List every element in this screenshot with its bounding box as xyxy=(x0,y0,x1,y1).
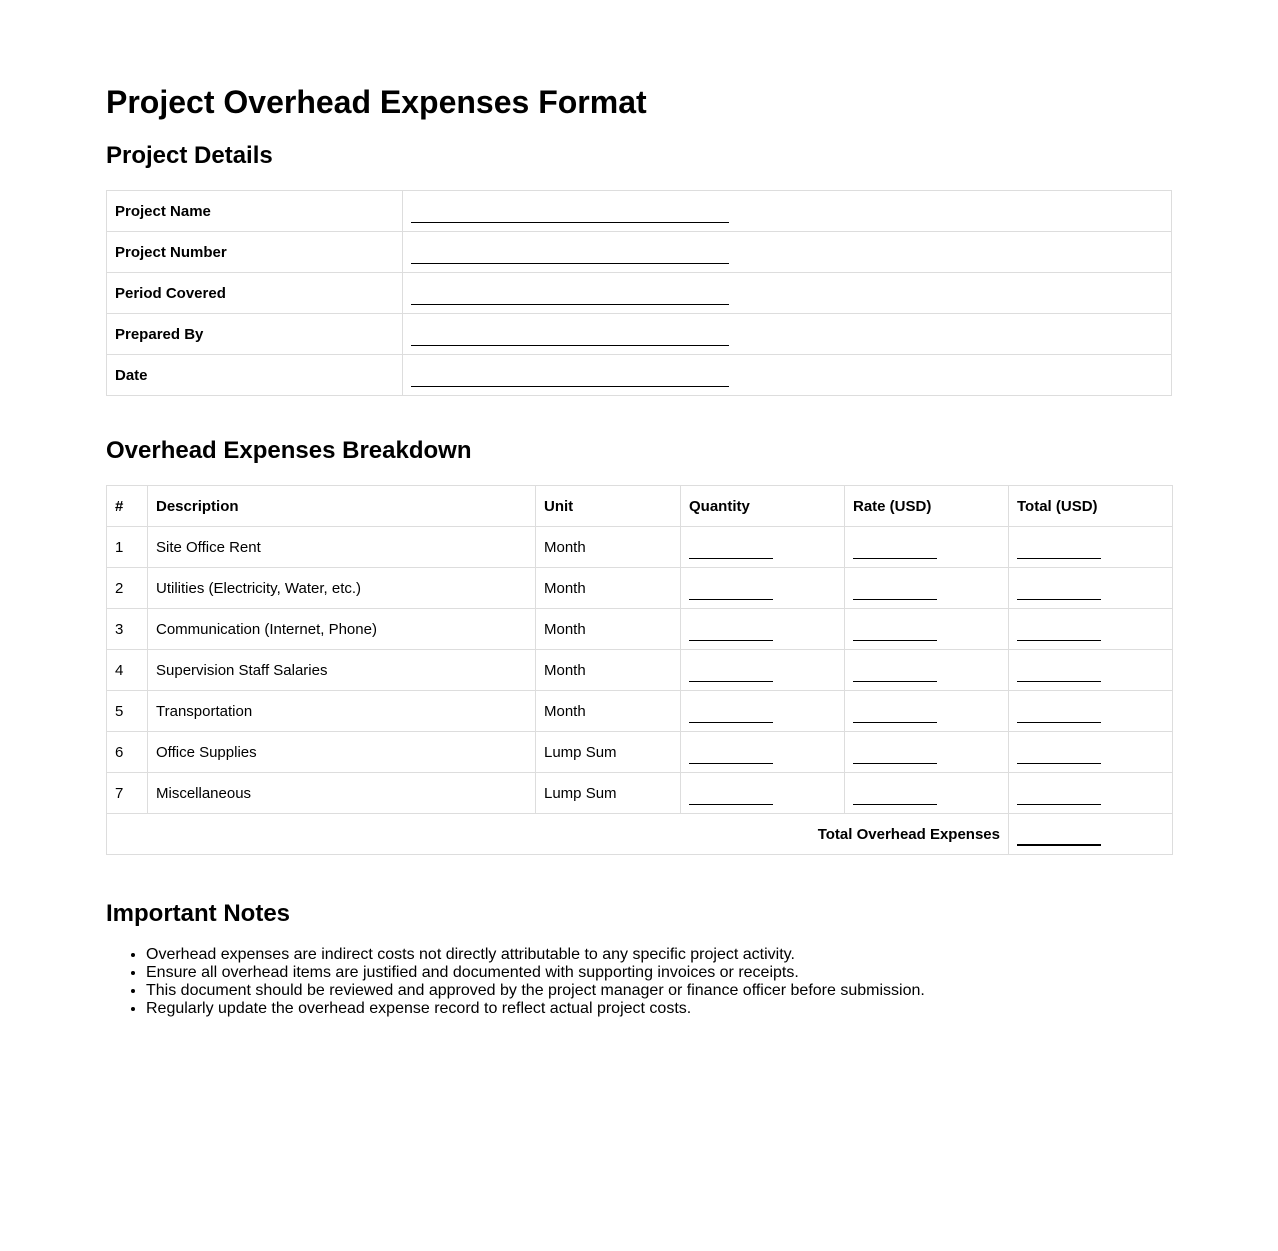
column-header-description: Description xyxy=(148,486,536,527)
row-description: Site Office Rent xyxy=(148,527,536,568)
quantity-field[interactable] xyxy=(681,568,845,609)
field-label: Period Covered xyxy=(107,273,403,314)
column-header-rate: Rate (USD) xyxy=(845,486,1009,527)
row-description: Supervision Staff Salaries xyxy=(148,650,536,691)
project-details-table xyxy=(106,190,1172,396)
field-label: Prepared By xyxy=(107,314,403,355)
blank-line xyxy=(411,329,729,346)
important-notes-heading: Important Notes xyxy=(106,900,291,927)
project-details-heading: Project Details xyxy=(106,142,273,169)
list-item: • This document should be reviewed and approved by the project manager or finance officer before submission. xyxy=(146,982,1172,1000)
table-row xyxy=(107,568,1173,609)
period-covered-field[interactable] xyxy=(403,273,1172,314)
quantity-field[interactable] xyxy=(681,773,845,814)
row-unit: Month xyxy=(536,568,681,609)
blank-line xyxy=(853,747,937,764)
total-field[interactable] xyxy=(1009,527,1173,568)
blank-line xyxy=(1017,624,1101,641)
table-row xyxy=(107,527,1173,568)
table-row xyxy=(107,732,1173,773)
project-number-field[interactable] xyxy=(403,232,1172,273)
table-row xyxy=(107,773,1173,814)
row-description: Office Supplies xyxy=(148,732,536,773)
row-number: 7 xyxy=(107,773,148,814)
row-unit: Month xyxy=(536,527,681,568)
blank-line xyxy=(689,747,773,764)
table-row xyxy=(107,650,1173,691)
row-number: 5 xyxy=(107,691,148,732)
column-header-quantity: Quantity xyxy=(681,486,845,527)
column-header-number: # xyxy=(107,486,148,527)
row-description: Utilities (Electricity, Water, etc.) xyxy=(148,568,536,609)
prepared-by-field[interactable] xyxy=(403,314,1172,355)
quantity-field[interactable] xyxy=(681,732,845,773)
field-label: Project Name xyxy=(107,191,403,232)
rate-field[interactable] xyxy=(845,609,1009,650)
total-field[interactable] xyxy=(1009,773,1173,814)
details-row-project-number xyxy=(107,232,1172,273)
blank-line xyxy=(689,624,773,641)
rate-field[interactable] xyxy=(845,691,1009,732)
total-row xyxy=(107,814,1173,855)
row-number: 4 xyxy=(107,650,148,691)
blank-line xyxy=(689,788,773,805)
column-header-total: Total (USD) xyxy=(1009,486,1173,527)
rate-field[interactable] xyxy=(845,527,1009,568)
blank-line xyxy=(1017,706,1101,723)
table-row xyxy=(107,609,1173,650)
quantity-field[interactable] xyxy=(681,527,845,568)
project-name-field[interactable] xyxy=(403,191,1172,232)
blank-line xyxy=(853,624,937,641)
blank-line xyxy=(1017,828,1101,846)
details-row-date xyxy=(107,355,1172,396)
total-field[interactable] xyxy=(1009,568,1173,609)
blank-line xyxy=(853,706,937,723)
total-field[interactable] xyxy=(1009,650,1173,691)
blank-line xyxy=(689,665,773,682)
quantity-field[interactable] xyxy=(681,691,845,732)
quantity-field[interactable] xyxy=(681,650,845,691)
blank-line xyxy=(689,706,773,723)
blank-line xyxy=(1017,542,1101,559)
page-title: Project Overhead Expenses Format xyxy=(106,84,647,120)
blank-line xyxy=(853,665,937,682)
blank-line xyxy=(1017,747,1101,764)
field-label: Project Number xyxy=(107,232,403,273)
breakdown-table xyxy=(106,485,1173,855)
details-row-project-name xyxy=(107,191,1172,232)
total-field[interactable] xyxy=(1009,732,1173,773)
row-unit: Lump Sum xyxy=(536,773,681,814)
details-row-period-covered xyxy=(107,273,1172,314)
breakdown-heading: Overhead Expenses Breakdown xyxy=(106,437,472,464)
row-number: 6 xyxy=(107,732,148,773)
total-field[interactable] xyxy=(1009,609,1173,650)
date-field[interactable] xyxy=(403,355,1172,396)
table-row xyxy=(107,691,1173,732)
blank-line xyxy=(853,542,937,559)
row-unit: Lump Sum xyxy=(536,732,681,773)
quantity-field[interactable] xyxy=(681,609,845,650)
total-overhead-field[interactable] xyxy=(1009,814,1173,855)
blank-line xyxy=(1017,583,1101,600)
blank-line xyxy=(689,583,773,600)
notes-list xyxy=(106,946,1172,1018)
blank-line xyxy=(411,370,729,387)
field-label: Date xyxy=(107,355,403,396)
table-header-row xyxy=(107,486,1173,527)
row-unit: Month xyxy=(536,609,681,650)
rate-field[interactable] xyxy=(845,650,1009,691)
blank-line xyxy=(411,288,729,305)
row-description: Miscellaneous xyxy=(148,773,536,814)
list-item: • Overhead expenses are indirect costs not directly attributable to any specific project activity. xyxy=(146,946,1172,964)
total-field[interactable] xyxy=(1009,691,1173,732)
blank-line xyxy=(1017,665,1101,682)
rate-field[interactable] xyxy=(845,568,1009,609)
rate-field[interactable] xyxy=(845,773,1009,814)
list-item: • Regularly update the overhead expense record to reflect actual project costs. xyxy=(146,1000,1172,1018)
blank-line xyxy=(689,542,773,559)
rate-field[interactable] xyxy=(845,732,1009,773)
blank-line xyxy=(411,206,729,223)
blank-line xyxy=(853,788,937,805)
blank-line xyxy=(1017,788,1101,805)
row-number: 3 xyxy=(107,609,148,650)
row-description: Communication (Internet, Phone) xyxy=(148,609,536,650)
blank-line xyxy=(853,583,937,600)
row-number: 2 xyxy=(107,568,148,609)
row-number: 1 xyxy=(107,527,148,568)
list-item: • Ensure all overhead items are justified and documented with supporting invoices or receipts. xyxy=(146,964,1172,982)
blank-line xyxy=(411,247,729,264)
row-unit: Month xyxy=(536,691,681,732)
row-description: Transportation xyxy=(148,691,536,732)
row-unit: Month xyxy=(536,650,681,691)
total-overhead-label: Total Overhead Expenses xyxy=(107,814,1009,855)
details-row-prepared-by xyxy=(107,314,1172,355)
column-header-unit: Unit xyxy=(536,486,681,527)
